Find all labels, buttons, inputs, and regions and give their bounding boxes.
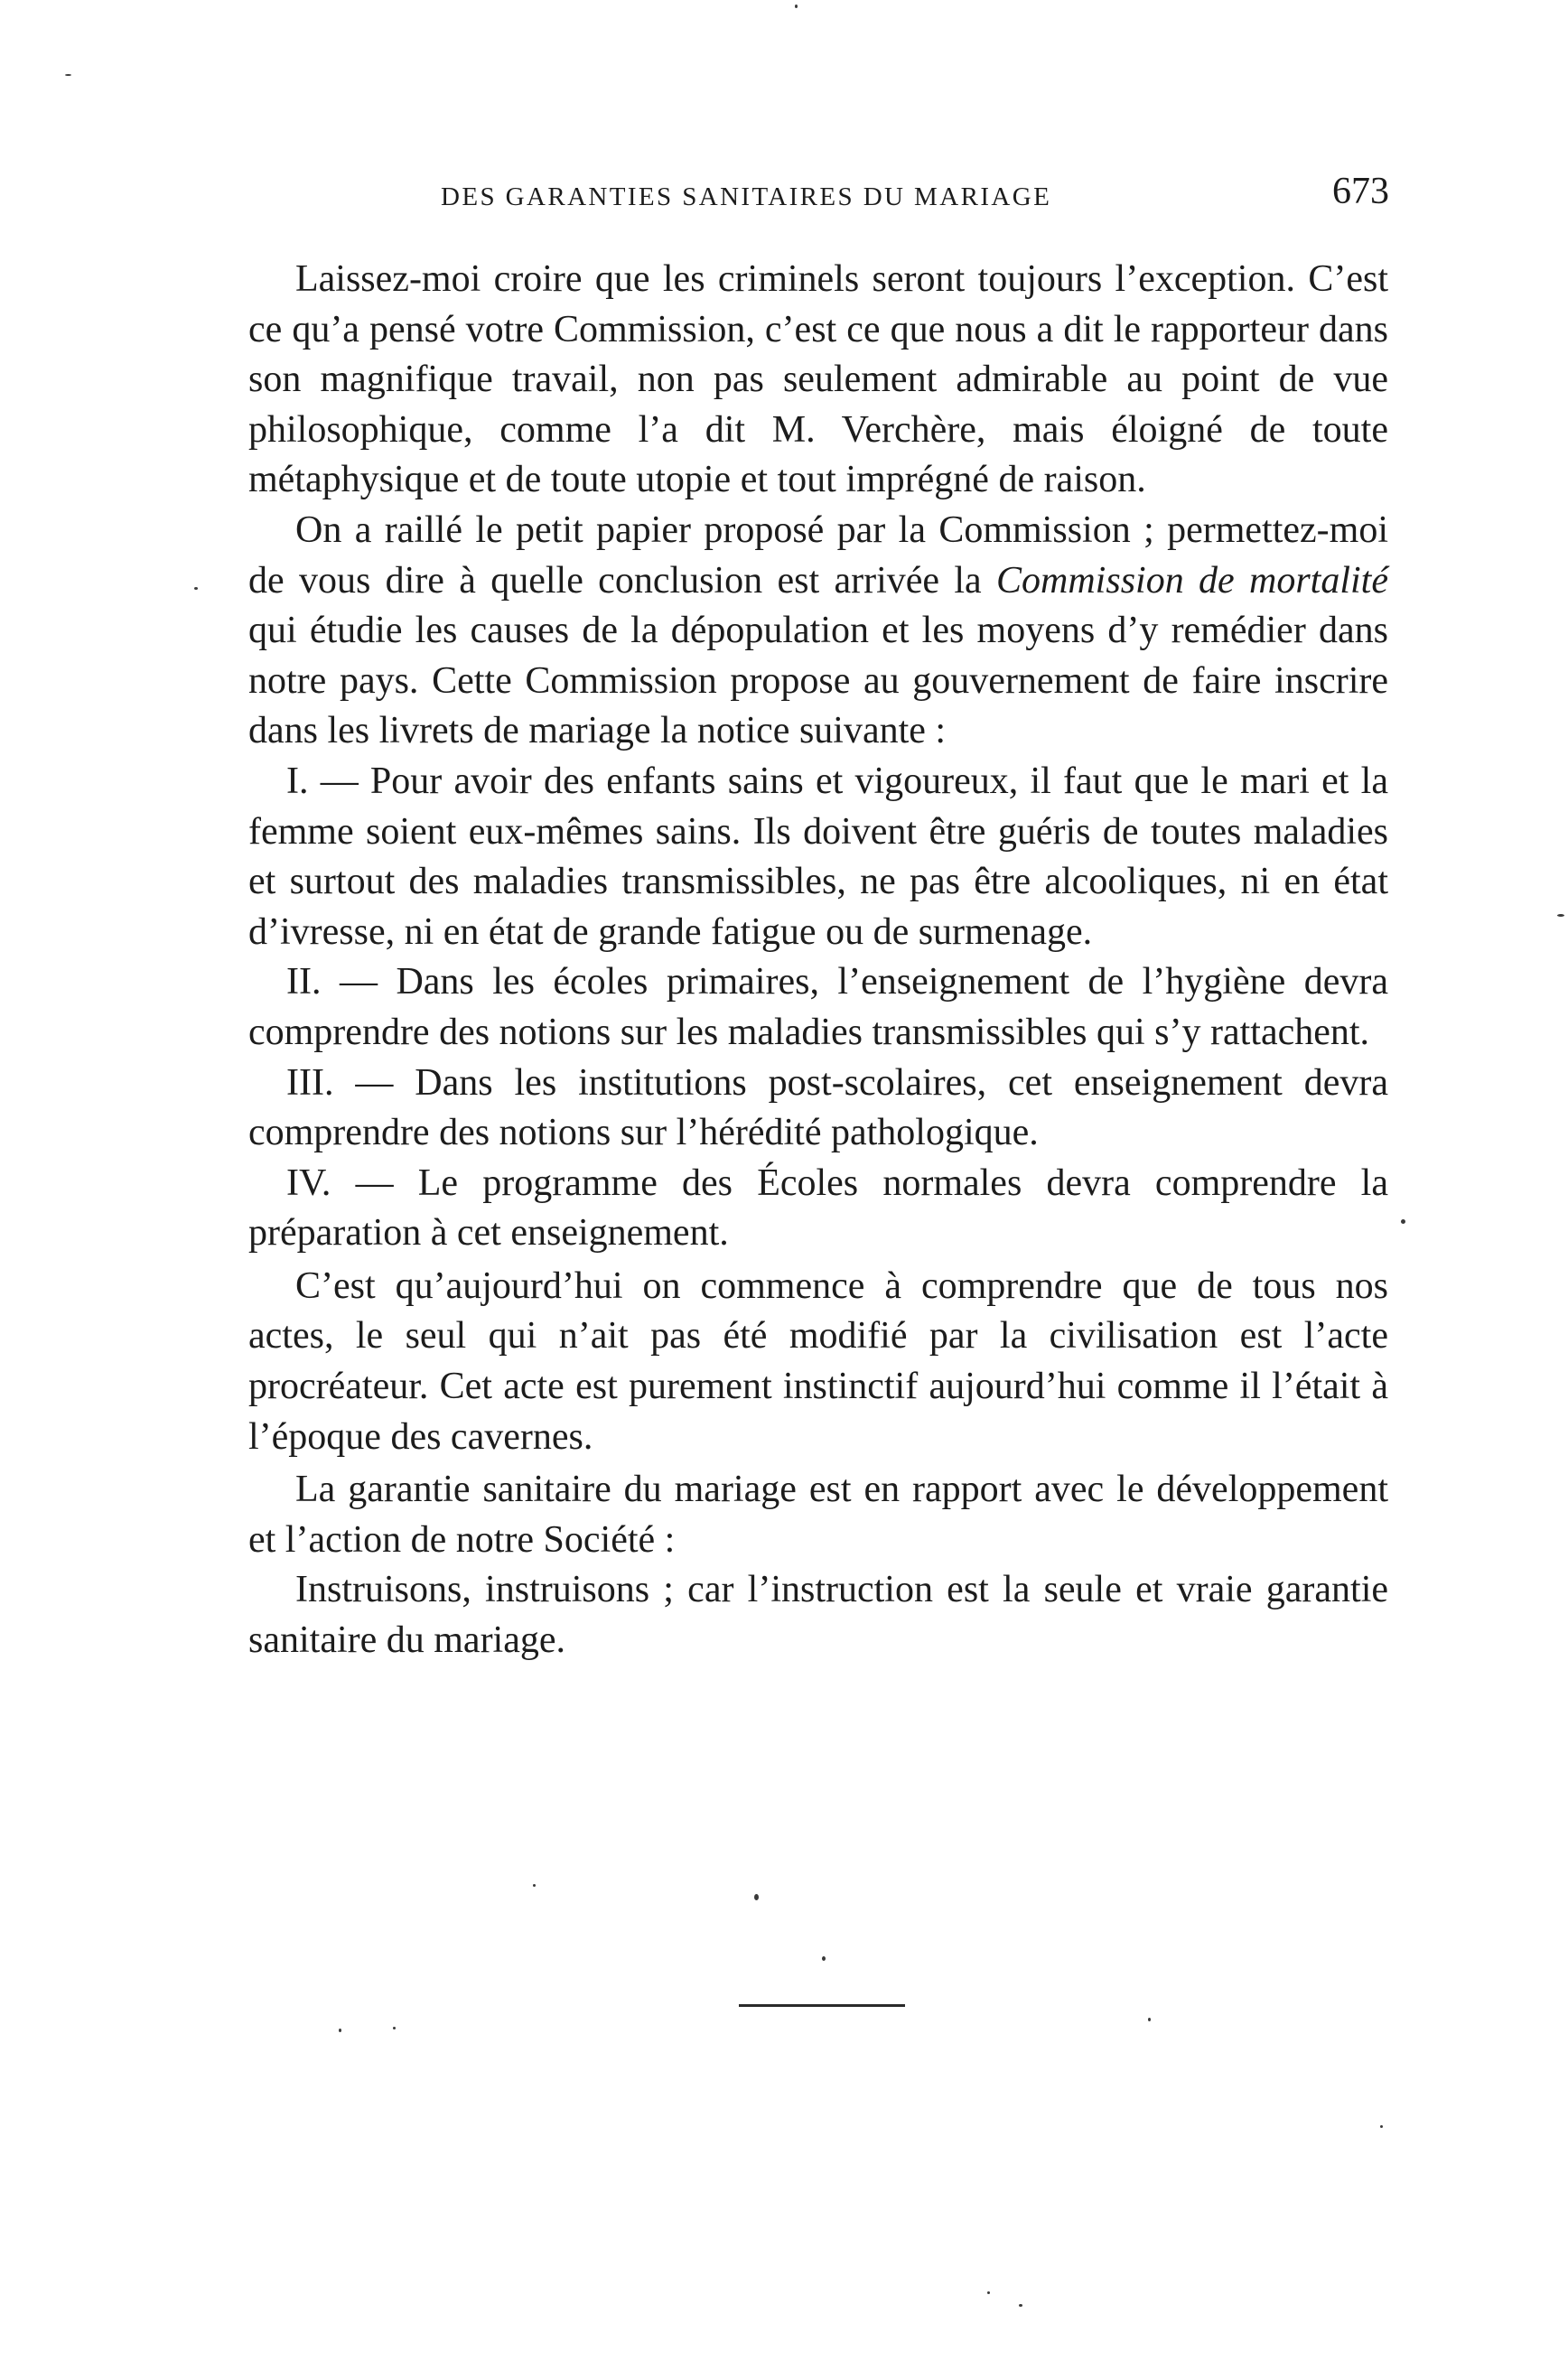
- scan-speck: [339, 2029, 341, 2032]
- scan-speck: [533, 1884, 536, 1887]
- list-item: III. — Dans les institutions post-scolaires, cet enseignement devra comprendre des notions sur l’hérédité pathologique.: [248, 1061, 1388, 1154]
- italic-title: Commission de mortalité: [996, 559, 1388, 602]
- scan-speck: [194, 587, 198, 590]
- scan-speck: [822, 1956, 826, 1961]
- body-text: [248, 255, 1388, 1666]
- scan-speck: [754, 1894, 759, 1900]
- running-head: DES GARANTIES SANITAIRES DU MARIAGE: [441, 182, 1052, 211]
- scan-speck: [1401, 1219, 1405, 1224]
- closing-rule: [739, 2004, 905, 2007]
- scan-speck: [1148, 2018, 1151, 2021]
- paragraph: La garantie sanitaire du mariage est en rapport avec le développement et l’action de notre Société :: [248, 1469, 1388, 1561]
- scan-speck: [987, 2291, 990, 2294]
- list-item: I. — Pour avoir des enfants sains et vigoureux, il faut que le mari et la femme soient eux-mêmes sains. Ils doivent être guéris de toutes maladies et surtout des maladies transmissibles, ne pas être alcooliques, ni en état d’ivresse, ni en état de grande fatigue ou de surmenage.: [248, 760, 1388, 953]
- scan-speck: [393, 2027, 396, 2029]
- paragraph: C’est qu’aujourd’hui on commence à comprendre que de tous nos actes, le seul qui n’ait pas été modifié par la civilisation est l’acte procréateur. Cet acte est purement instinctif aujourd’hui comme il l’était à l’époque des cavernes.: [248, 1264, 1388, 1458]
- page-number: 673: [1332, 171, 1389, 212]
- list-item: IV. — Le programme des Écoles normales devra comprendre la préparation à cet enseignement.: [248, 1162, 1388, 1255]
- scan-speck: [65, 74, 71, 76]
- page-header: [441, 170, 1389, 215]
- scan-speck: [1019, 2304, 1022, 2307]
- paragraph: On a raillé le petit papier proposé par la Commission ; permettez-moi de vous dire à quelle conclusion est arrivée la Commission de mortalité qui étudie les causes de la dépopulation et les moyens d’y remédier dans notre pays. Cette Commission propose au gouvernement de faire inscrire dans les livrets de mariage la notice suivante :: [248, 508, 1388, 752]
- list-item: II. — Dans les écoles primaires, l’enseignement de l’hygiène devra comprendre des notions sur les maladies transmissibles qui s’y rattachent.: [248, 961, 1388, 1053]
- paragraph: Laissez-moi croire que les criminels seront toujours l’exception. C’est ce qu’a pensé votre Commission, c’est ce que nous a dit le rapporteur dans son magnifique travail, non pas seulement admirable au point de vue philosophique, comme l’a dit M. Verchère, mais éloigné de toute métaphysique et de toute utopie et tout imprégné de raison.: [248, 258, 1388, 501]
- scan-speck: [1557, 914, 1564, 917]
- scan-speck: [1380, 2125, 1383, 2128]
- paragraph: Instruisons, instruisons ; car l’instruction est la seule et vraie garantie sanitaire du mariage.: [248, 1569, 1388, 1662]
- scan-speck: [795, 5, 798, 8]
